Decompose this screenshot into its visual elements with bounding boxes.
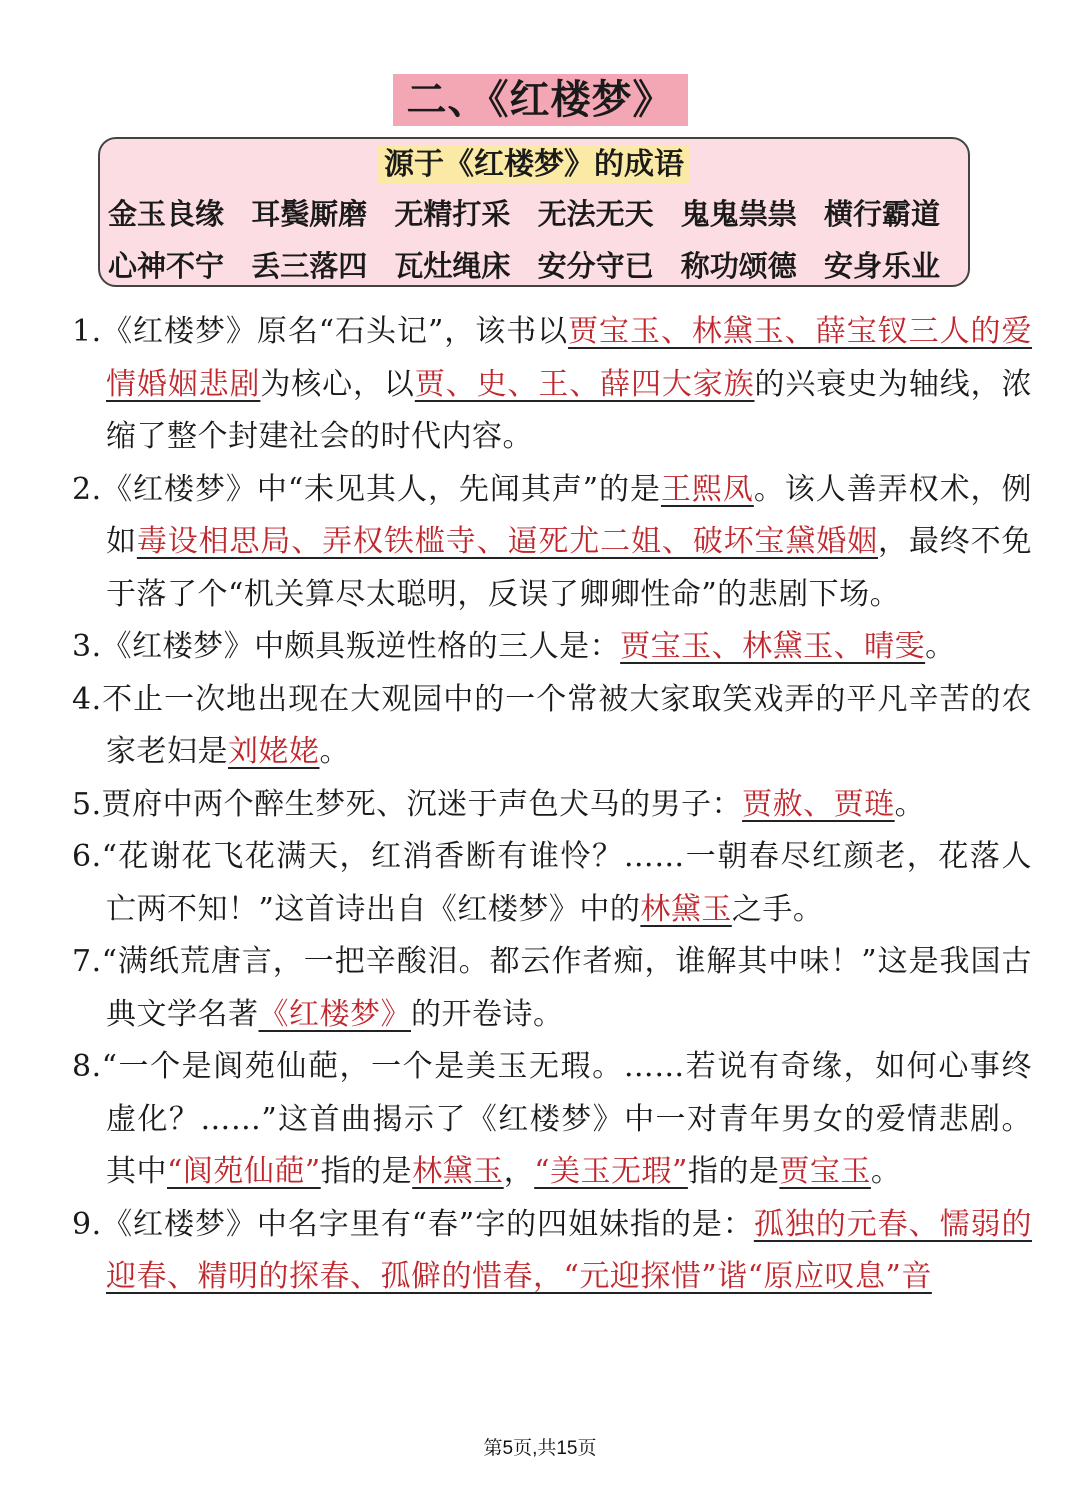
answer-text: 《红楼梦》: [258, 996, 411, 1032]
question-text: 的兴衰史为轴线，浓缩了整个封建社会的时代内容。: [106, 366, 1033, 454]
question-item: [72, 621, 1032, 674]
idiom: 金玉良缘: [108, 197, 225, 231]
question-text: 的开卷诗。: [411, 996, 564, 1032]
question-text: 。: [925, 629, 956, 664]
question-text: ，: [503, 1154, 535, 1189]
answer-text: 贾宝玉: [779, 1154, 871, 1189]
answer-text: 毒设相思局、弄权铁槛寺、逼死尤二姐、破坏宝黛婚姻: [136, 524, 878, 559]
idiom: 瓦灶绳床: [394, 249, 511, 283]
question-text: ，最终不免于落了个“机关算尽太聪明，反误了卿卿性命”的悲剧下场。: [106, 524, 1033, 612]
title-wrap: [0, 74, 1080, 126]
question-item: [72, 674, 1032, 779]
question-text: 8.“一个是阆苑仙葩，一个是美玉无瑕。……若说有奇缘，如何心事终虚化？……”这首曲揭示了《红楼梦》中一对青年男女的爱情悲剧。其中: [72, 1049, 1032, 1189]
answer-text: 林黛玉: [412, 1154, 504, 1189]
idiom-box: [98, 137, 970, 287]
question-text: 2.《红楼梦》中“未见其人，先闻其声”的是: [72, 471, 661, 507]
idiom: 无精打采: [394, 197, 511, 231]
question-item: [72, 831, 1032, 936]
answer-text: “阆苑仙葩”: [167, 1154, 321, 1189]
page-title: 二、《红楼梦》: [393, 74, 688, 126]
question-list: [72, 306, 1032, 1304]
question-text: 为核心，以: [260, 366, 415, 402]
question-text: 之手。: [731, 891, 824, 927]
question-text: 9.《红楼梦》中名字里有“春”字的四姐妹指的是：: [72, 1206, 754, 1242]
question-text: 1.《红楼梦》原名“石头记”，该书以: [72, 314, 569, 349]
answer-text: 王熙凤: [660, 471, 754, 507]
idiom-row-1: [100, 194, 968, 234]
idiom-heading: 源于《红楼梦》的成语: [378, 146, 690, 184]
question-item: [72, 779, 1032, 832]
idiom: 心神不宁: [108, 249, 225, 283]
question-text: 。: [894, 786, 926, 822]
idiom: 无法无天: [537, 197, 654, 231]
question-text: 5.贾府中两个醉生梦死、沉迷于声色犬马的男子：: [72, 786, 743, 822]
question-item: [72, 1041, 1032, 1199]
answer-text: 林黛玉: [640, 891, 732, 927]
idiom-row-2: [100, 246, 968, 286]
answer-text: 刘姥姥: [228, 734, 320, 769]
question-text: 。该人善弄权术，例如: [106, 471, 1033, 559]
question-text: 指的是: [687, 1154, 780, 1189]
question-text: 指的是: [320, 1154, 413, 1189]
question-item: [72, 1199, 1032, 1304]
idiom: 横行霸道: [823, 197, 940, 231]
question-text: 4.不止一次地出现在大观园中的一个常被大家取笑戏弄的平凡辛苦的农家老妇是: [72, 681, 1032, 769]
question-text: 。: [870, 1154, 902, 1189]
answer-text: 贾宝玉、林黛玉、晴雯: [620, 629, 926, 664]
idiom: 丢三落四: [251, 249, 368, 283]
answer-text: 孤独的元春、懦弱的迎春、精明的探春、孤僻的惜春，“元迎探惜”谐“原应叹息”音: [106, 1206, 1033, 1294]
answer-text: “美玉无瑕”: [534, 1154, 688, 1189]
question-item: [72, 936, 1032, 1041]
idiom: 称功颂德: [680, 249, 797, 283]
idiom: 鬼鬼祟祟: [680, 197, 797, 231]
answer-text: 贾赦、贾琏: [742, 786, 895, 822]
question-item: [72, 464, 1032, 622]
answer-text: 贾、史、王、薛四大家族: [414, 366, 755, 402]
question-text: 。: [319, 734, 350, 769]
answer-text: 贾宝玉、林黛玉、薛宝钗三人的爱情婚姻悲剧: [106, 314, 1033, 402]
idiom: 耳鬓厮磨: [251, 197, 368, 231]
idiom: 安身乐业: [823, 249, 940, 283]
idiom: 安分守已: [537, 249, 654, 283]
idiom-heading-wrap: [100, 146, 968, 184]
question-text: 3.《红楼梦》中颇具叛逆性格的三人是：: [72, 629, 621, 664]
question-text: 7.“满纸荒唐言，一把辛酸泪。都云作者痴，谁解其中味！”这是我国古典文学名著: [72, 944, 1032, 1032]
question-text: 6.“花谢花飞花满天，红消香断有谁怜？……一朝春尽红颜老，花落人亡两不知！”这首诗出自《红楼梦》中的: [72, 839, 1032, 927]
question-item: [72, 306, 1032, 464]
page-number: 第5页,共15页: [483, 1438, 597, 1459]
